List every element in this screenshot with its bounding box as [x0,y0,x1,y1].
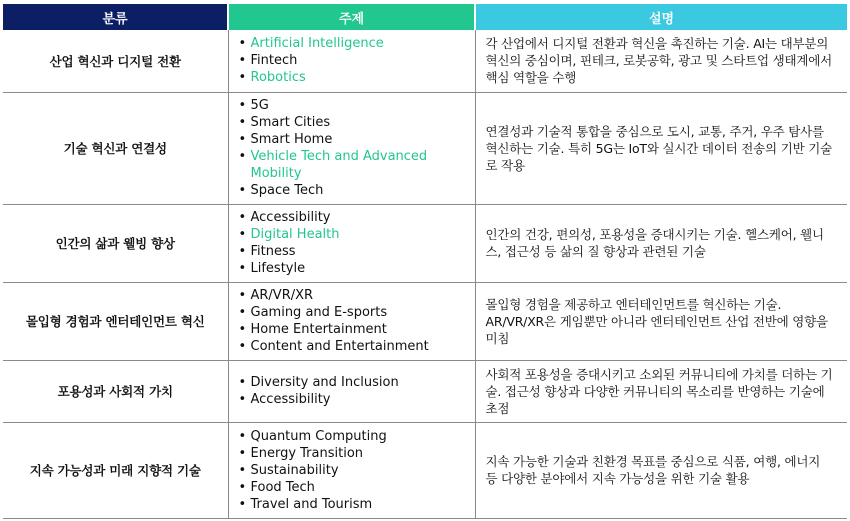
topic-item: • Accessibility [239,209,475,226]
topic-item: • Lifestyle [239,260,475,277]
description-cell: 사회적 포용성을 증대시키고 소외된 커뮤니티에 가치를 더하는 기술. 접근성 향상과 다양한 커뮤니티의 목소리를 반영하는 기술에 초점 [475,360,847,422]
topic-list [239,428,475,513]
topic-item: • Fitness [239,243,475,260]
description-cell: 몰입형 경험을 제공하고 엔터테인먼트를 혁신하는 기술. AR/VR/XR은 게임뿐만 아니라 엔터테인먼트 산업 전반에 영향을 미침 [475,282,847,360]
topic-cell [228,204,475,282]
topic-list [239,287,475,355]
topic-item: • Space Tech [239,182,475,199]
topic-cell [228,30,475,92]
category-cell: 포용성과 사회적 가치 [3,360,228,422]
topic-cell [228,360,475,422]
topic-list [239,209,475,277]
topic-item: • Vehicle Tech and Advanced Mobility [239,148,475,182]
topic-cell [228,282,475,360]
category-cell: 지속 가능성과 미래 지향적 기술 [3,422,228,518]
table-row [3,92,847,204]
topic-item: • AR/VR/XR [239,287,475,304]
tech-category-table [3,4,847,519]
topic-item: • 5G [239,97,475,114]
topic-item: • Gaming and E-sports [239,304,475,321]
category-cell: 몰입형 경험과 엔터테인먼트 혁신 [3,282,228,360]
header-category: 분류 [3,4,228,30]
topic-item: • Artificial Intelligence [239,35,475,52]
description-cell: 연결성과 기술적 통합을 중심으로 도시, 교통, 주거, 우주 탐사를 혁신하는 기술. 특히 5G는 IoT와 실시간 데이터 전송의 기반 기술로 작용 [475,92,847,204]
table-row [3,282,847,360]
table-row [3,30,847,92]
table-row [3,422,847,518]
topic-item: • Content and Entertainment [239,338,475,355]
header-description: 설명 [475,4,847,30]
topic-item: • Smart Cities [239,114,475,131]
topic-item: • Home Entertainment [239,321,475,338]
header-topic: 주제 [228,4,475,30]
description-cell: 인간의 건강, 편의성, 포용성을 증대시키는 기술. 헬스케어, 웰니스, 접근성 등 삶의 질 향상과 관련된 기술 [475,204,847,282]
topic-item: • Digital Health [239,226,475,243]
category-cell: 기술 혁신과 연결성 [3,92,228,204]
topic-item: • Fintech [239,52,475,69]
table-row [3,204,847,282]
topic-item: • Quantum Computing [239,428,475,445]
description-cell: 각 산업에서 디지털 전환과 혁신을 촉진하는 기술. AI는 대부분의 혁신의 중심이며, 핀테크, 로봇공학, 광고 및 스타트업 생태계에서 핵심 역할을 수행 [475,30,847,92]
topic-item: • Energy Transition [239,445,475,462]
description-cell: 지속 가능한 기술과 친환경 목표를 중심으로 식품, 여행, 에너지 등 다양한 분야에서 지속 가능성을 위한 기술 활용 [475,422,847,518]
topic-item: • Travel and Tourism [239,496,475,513]
category-cell: 산업 혁신과 디지털 전환 [3,30,228,92]
topic-item: • Robotics [239,69,475,86]
category-cell: 인간의 삶과 웰빙 향상 [3,204,228,282]
topic-item: • Smart Home [239,131,475,148]
topic-list [239,97,475,199]
topic-list [239,374,475,408]
topic-cell [228,422,475,518]
table-body [3,30,847,518]
topic-list [239,35,475,86]
topic-cell [228,92,475,204]
topic-item: • Accessibility [239,391,475,408]
table-header [3,4,847,30]
topic-item: • Sustainability [239,462,475,479]
topic-item: • Food Tech [239,479,475,496]
table-row [3,360,847,422]
topic-item: • Diversity and Inclusion [239,374,475,391]
